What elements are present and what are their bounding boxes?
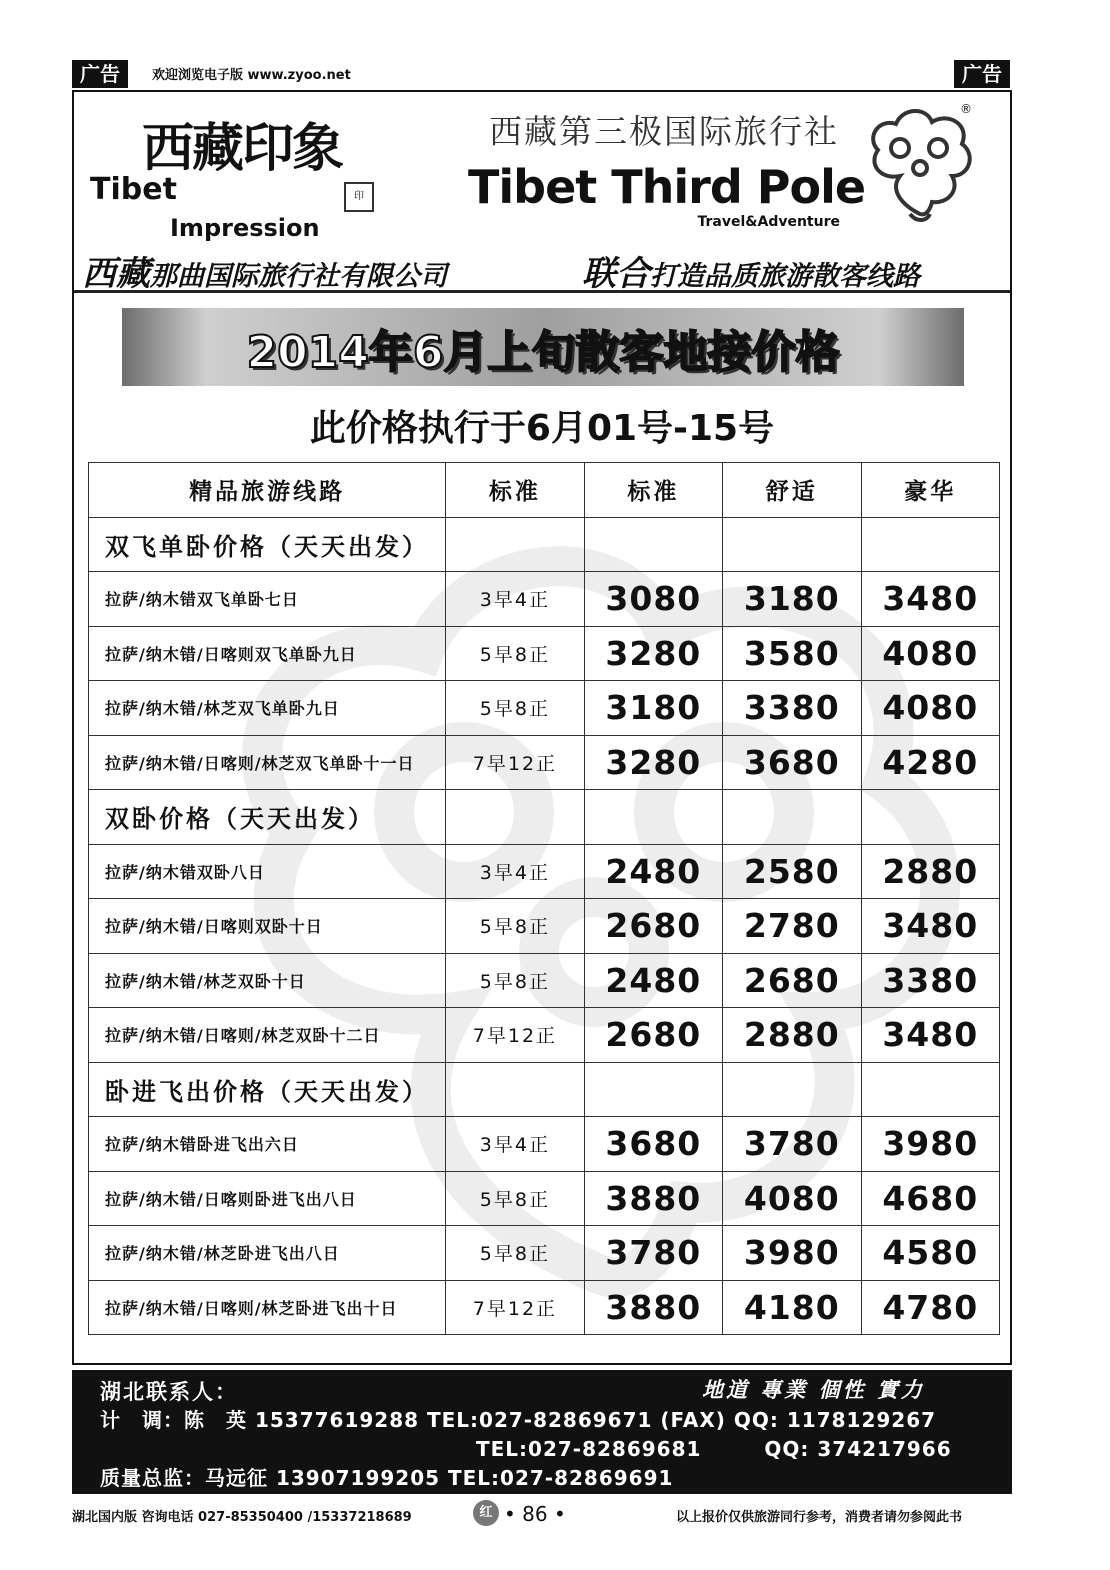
seal-stamp-icon: 印: [344, 182, 374, 212]
banner-title: 2014年6月上旬散客地接价格: [246, 327, 840, 378]
ad-label-right: 广告: [954, 60, 1010, 88]
page-number: • 86 •: [504, 1502, 566, 1526]
standard-price: 3880: [584, 1280, 722, 1335]
logo-left-tibet: Tibet: [90, 172, 177, 207]
contact-line-3: 质量总监：马远征 13907199205 TEL:027-82869691: [100, 1466, 674, 1490]
empty-cell: [446, 517, 584, 572]
meal-plan: 7早12正: [446, 1280, 584, 1335]
empty-cell: [584, 517, 722, 572]
luxury-price: 4080: [861, 681, 999, 736]
luxury-price: 4280: [861, 735, 999, 790]
column-header-luxury: 豪华: [861, 463, 999, 518]
ad-label-left: 广告: [72, 60, 128, 88]
empty-cell: [446, 790, 584, 845]
standard-price: 3880: [584, 1171, 722, 1226]
comfort-price: 3780: [723, 1117, 861, 1172]
section-row: [89, 790, 1000, 845]
comfort-price: 3680: [723, 735, 861, 790]
comfort-price: 2880: [723, 1008, 861, 1063]
comfort-price: 3180: [723, 572, 861, 627]
footer-right: 以上报价仅供旅游同行参考，消费者请勿参阅此书: [676, 1510, 963, 1525]
table-row: [89, 572, 1000, 627]
luxury-price: 3380: [861, 953, 999, 1008]
contact-block: [72, 1370, 1012, 1494]
standard-price: 2480: [584, 844, 722, 899]
table-row: [89, 953, 1000, 1008]
luxury-price: 3480: [861, 572, 999, 627]
contact-motto: 地道 專業 個性 實力: [702, 1378, 925, 1402]
empty-cell: [446, 1062, 584, 1117]
column-header-route: 精品旅游线路: [89, 463, 446, 518]
column-header-meals: 标准: [446, 463, 584, 518]
meal-plan: 7早12正: [446, 735, 584, 790]
luxury-price: 4680: [861, 1171, 999, 1226]
title-banner: [122, 308, 964, 386]
price-table-body: [89, 463, 1000, 1335]
edition-badge: 红: [473, 1500, 499, 1526]
route-name: 拉萨/纳木错/日喀则双卧十日: [89, 899, 446, 954]
comfort-price: 2780: [723, 899, 861, 954]
advertisement-frame: [72, 90, 1012, 1365]
section-title: 双卧价格（天天出发）: [89, 790, 446, 845]
empty-cell: [861, 1062, 999, 1117]
column-header-standard: 标准: [584, 463, 722, 518]
price-table: [88, 462, 1000, 1335]
luxury-price: 4080: [861, 626, 999, 681]
table-row: [89, 681, 1000, 736]
third-pole-logo: [454, 106, 874, 246]
empty-cell: [584, 790, 722, 845]
logo-mid-en: Tibet Third Pole: [468, 160, 866, 214]
meal-plan: 3早4正: [446, 1117, 584, 1172]
tibet-impression-logo: [90, 102, 390, 242]
footer-left: 湖北国内版 咨询电话 027-85350400 /15337218689: [72, 1510, 412, 1525]
route-name: 拉萨/纳木错/日喀则双飞单卧九日: [89, 626, 446, 681]
empty-cell: [861, 517, 999, 572]
meal-plan: 5早8正: [446, 1226, 584, 1281]
standard-price: 2480: [584, 953, 722, 1008]
comfort-price: 4180: [723, 1280, 861, 1335]
luxury-price: 4780: [861, 1280, 999, 1335]
meal-plan: 3早4正: [446, 844, 584, 899]
table-header-row: [89, 463, 1000, 518]
slogan-right-big: 联合: [582, 254, 650, 294]
route-name: 拉萨/纳木错/日喀则/林芝卧进飞出十日: [89, 1280, 446, 1335]
standard-price: 3780: [584, 1226, 722, 1281]
table-row: [89, 1280, 1000, 1335]
table-row: [89, 844, 1000, 899]
section-row: [89, 1062, 1000, 1117]
route-name: 拉萨/纳木错双飞单卧七日: [89, 572, 446, 627]
comfort-price: 2680: [723, 953, 861, 1008]
empty-cell: [584, 1062, 722, 1117]
empty-cell: [723, 517, 861, 572]
contact-line-2: TEL:027-82869681 QQ: 374217966: [476, 1437, 952, 1461]
route-name: 拉萨/纳木错/林芝双卧十日: [89, 953, 446, 1008]
table-row: [89, 1008, 1000, 1063]
comfort-price: 2580: [723, 844, 861, 899]
section-title: 双飞单卧价格（天天出发）: [89, 517, 446, 572]
slogan-left: 那曲国际旅行社有限公司: [150, 261, 447, 292]
site-url-text[interactable]: 欢迎浏览电子版 www.zyoo.net: [152, 68, 351, 83]
comfort-price: 3580: [723, 626, 861, 681]
table-row: [89, 899, 1000, 954]
empty-cell: [723, 790, 861, 845]
meal-plan: 5早8正: [446, 953, 584, 1008]
luxury-price: 3980: [861, 1117, 999, 1172]
meal-plan: 5早8正: [446, 1171, 584, 1226]
meal-plan: 5早8正: [446, 899, 584, 954]
contact-heading: 湖北联系人：: [100, 1380, 238, 1404]
comfort-price: 4080: [723, 1171, 861, 1226]
logo-mid-cn: 西藏第三极国际旅行社: [489, 112, 839, 151]
route-name: 拉萨/纳木错/林芝双飞单卧九日: [89, 681, 446, 736]
standard-price: 3180: [584, 681, 722, 736]
table-row: [89, 1226, 1000, 1281]
luxury-price: 4580: [861, 1226, 999, 1281]
route-name: 拉萨/纳木错/林芝卧进飞出八日: [89, 1226, 446, 1281]
table-row: [89, 1171, 1000, 1226]
empty-cell: [723, 1062, 861, 1117]
standard-price: 3280: [584, 735, 722, 790]
logo-left-impression: Impression: [170, 214, 320, 242]
route-name: 拉萨/纳木错/日喀则/林芝双飞单卧十一日: [89, 735, 446, 790]
slogan-left-big: 西藏: [82, 254, 150, 294]
standard-price: 3080: [584, 572, 722, 627]
section-row: [89, 517, 1000, 572]
meal-plan: 5早8正: [446, 626, 584, 681]
meal-plan: 3早4正: [446, 572, 584, 627]
column-header-comfort: 舒适: [723, 463, 861, 518]
route-name: 拉萨/纳木错双卧八日: [89, 844, 446, 899]
route-name: 拉萨/纳木错/日喀则卧进飞出八日: [89, 1171, 446, 1226]
section-title: 卧进飞出价格（天天出发）: [89, 1062, 446, 1117]
standard-price: 3680: [584, 1117, 722, 1172]
meal-plan: 5早8正: [446, 681, 584, 736]
table-row: [89, 735, 1000, 790]
slogan-right: 打造品质旅游散客线路: [650, 261, 920, 292]
table-row: [89, 1117, 1000, 1172]
table-row: [89, 626, 1000, 681]
auspicious-cloud-icon: [860, 104, 980, 230]
logo-left-cn: 西藏印象: [142, 118, 343, 179]
empty-cell: [861, 790, 999, 845]
comfort-price: 3980: [723, 1226, 861, 1281]
logo-mid-sub: Travel&Adventure: [697, 214, 840, 230]
route-name: 拉萨/纳木错卧进飞出六日: [89, 1117, 446, 1172]
luxury-price: 2880: [861, 844, 999, 899]
luxury-price: 3480: [861, 899, 999, 954]
route-name: 拉萨/纳木错/日喀则/林芝双卧十二日: [89, 1008, 446, 1063]
registered-mark: ®: [960, 102, 972, 116]
contact-line-1: 计 调：陈 英 15377619288 TEL:027-82869671 (FAX) QQ: 1178129267: [100, 1408, 937, 1432]
standard-price: 3280: [584, 626, 722, 681]
validity-period: 此价格执行于6月01号-15号: [309, 408, 775, 449]
ad-header: [74, 92, 1010, 293]
slogan: [82, 242, 1002, 294]
luxury-price: 3480: [861, 1008, 999, 1063]
meal-plan: 7早12正: [446, 1008, 584, 1063]
standard-price: 2680: [584, 1008, 722, 1063]
comfort-price: 3380: [723, 681, 861, 736]
standard-price: 2680: [584, 899, 722, 954]
